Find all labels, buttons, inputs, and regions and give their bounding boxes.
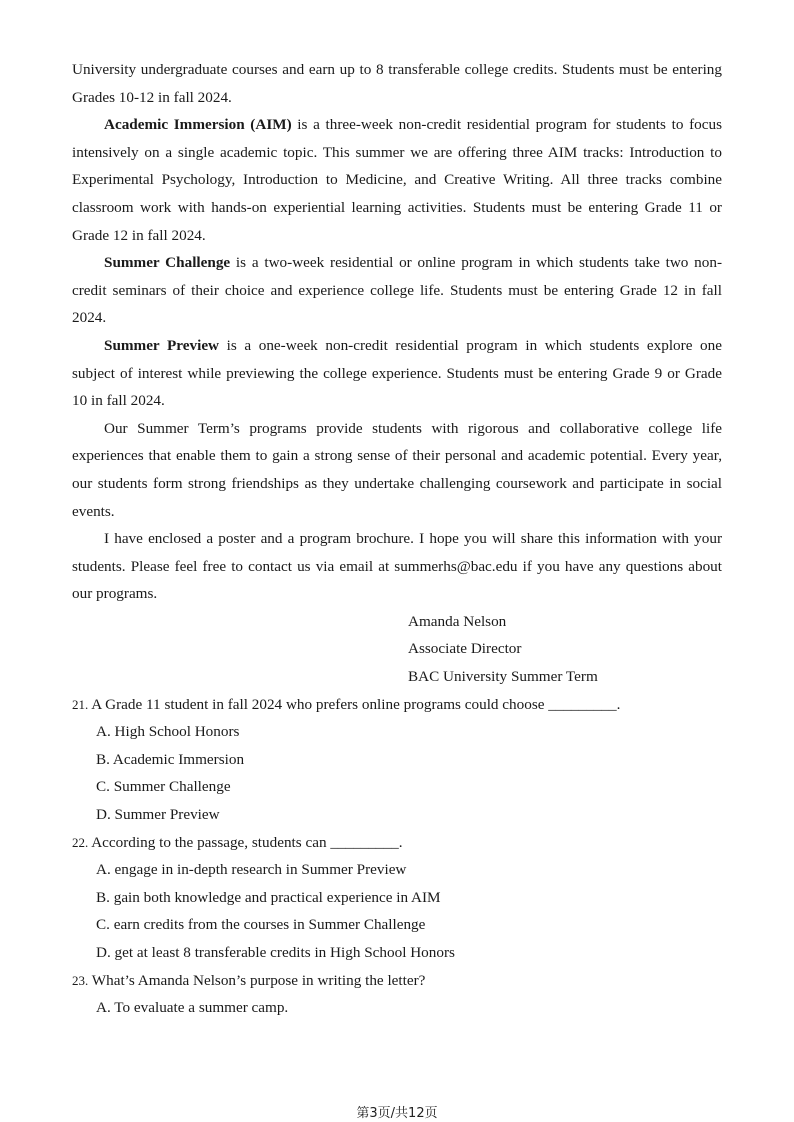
passage-paragraph-challenge (72, 249, 722, 332)
passage-paragraph-aim (72, 111, 722, 249)
question-21 (72, 691, 722, 829)
question-text: What’s Amanda Nelson’s purpose in writing the letter? (88, 971, 426, 989)
challenge-program-text: is a two-week residential or online program in which students take two non-credit seminars of their choice and experience college life. Students must be entering Grade 12 in fall 2024. (72, 254, 722, 327)
question-stem (72, 967, 722, 995)
question-23 (72, 967, 722, 1022)
answer-option: D. get at least 8 transferable credits in High School Honors (96, 944, 455, 961)
answer-option: A. High School Honors (96, 723, 240, 741)
answer-option: C. Summer Challenge (96, 778, 231, 796)
signature-organization: BAC University Summer Term (408, 668, 598, 686)
question-stem (72, 691, 722, 719)
aim-program-title: Academic Immersion (AIM) (104, 116, 292, 134)
letter-signature (408, 608, 722, 691)
aim-program-text: is a three-week non-credit residential program for students to focus intensively on a single academic topic. This summer we are offering three AIM tracks: Introduction to Experimental Psychology, Introduction to Medicine, and Creative Writing. All three tracks combine classroom work with hands-on experiential learning activities. Students must be entering Grade 11 or Grade 12 in fall 2024. (72, 116, 722, 244)
answer-option: B. Academic Immersion (96, 750, 245, 768)
passage-paragraph-closing: I have enclosed a poster and a program brochure. I hope you will share this information with your students. Please feel free to contact us via email at summerhs@bac.edu if you have any questions about our programs. (72, 530, 722, 603)
question-number: 21. (72, 696, 89, 712)
passage-paragraph-preview (72, 332, 722, 415)
question-text: A Grade 11 student in fall 2024 who prefers online programs could choose _________. (88, 695, 621, 713)
page-number-footer: 第3页/共12页 (356, 1106, 438, 1121)
answer-option: D. Summer Preview (96, 806, 220, 824)
preview-program-title: Summer Preview (104, 336, 220, 354)
question-number: 23. (72, 972, 89, 988)
answer-option: A. engage in in-depth research in Summer Preview (96, 861, 407, 879)
preview-program-text: is a one-week non-credit residential program in which students explore one subject of interest while previewing the college experience. Students must be entering Grade 9 or Grade 10 in fall 2024. (72, 336, 722, 410)
passage-paragraph-intro: University undergraduate courses and earn up to 8 transferable college credits. Students must be entering Grades 10-12 in fall 2024. (72, 61, 722, 106)
question-stem (72, 829, 722, 857)
answer-option: A. To evaluate a summer camp. (96, 999, 289, 1017)
answer-option: B. gain both knowledge and practical experience in AIM (96, 888, 441, 906)
document-page (72, 56, 722, 1022)
question-22 (72, 829, 722, 967)
question-text: According to the passage, students can _________. (88, 833, 403, 851)
passage-paragraph-benefits: Our Summer Term’s programs provide students with rigorous and collaborative college life experiences that enable them to gain a strong sense of their personal and academic potential. Every year, our students form strong friendships as they undertake challenging coursework and participate in social events. (72, 419, 722, 520)
question-number: 22. (72, 834, 89, 850)
signature-title: Associate Director (408, 640, 522, 658)
answer-option: C. earn credits from the courses in Summer Challenge (96, 916, 426, 934)
challenge-program-title: Summer Challenge (104, 254, 231, 272)
signature-name: Amanda Nelson (408, 612, 507, 630)
